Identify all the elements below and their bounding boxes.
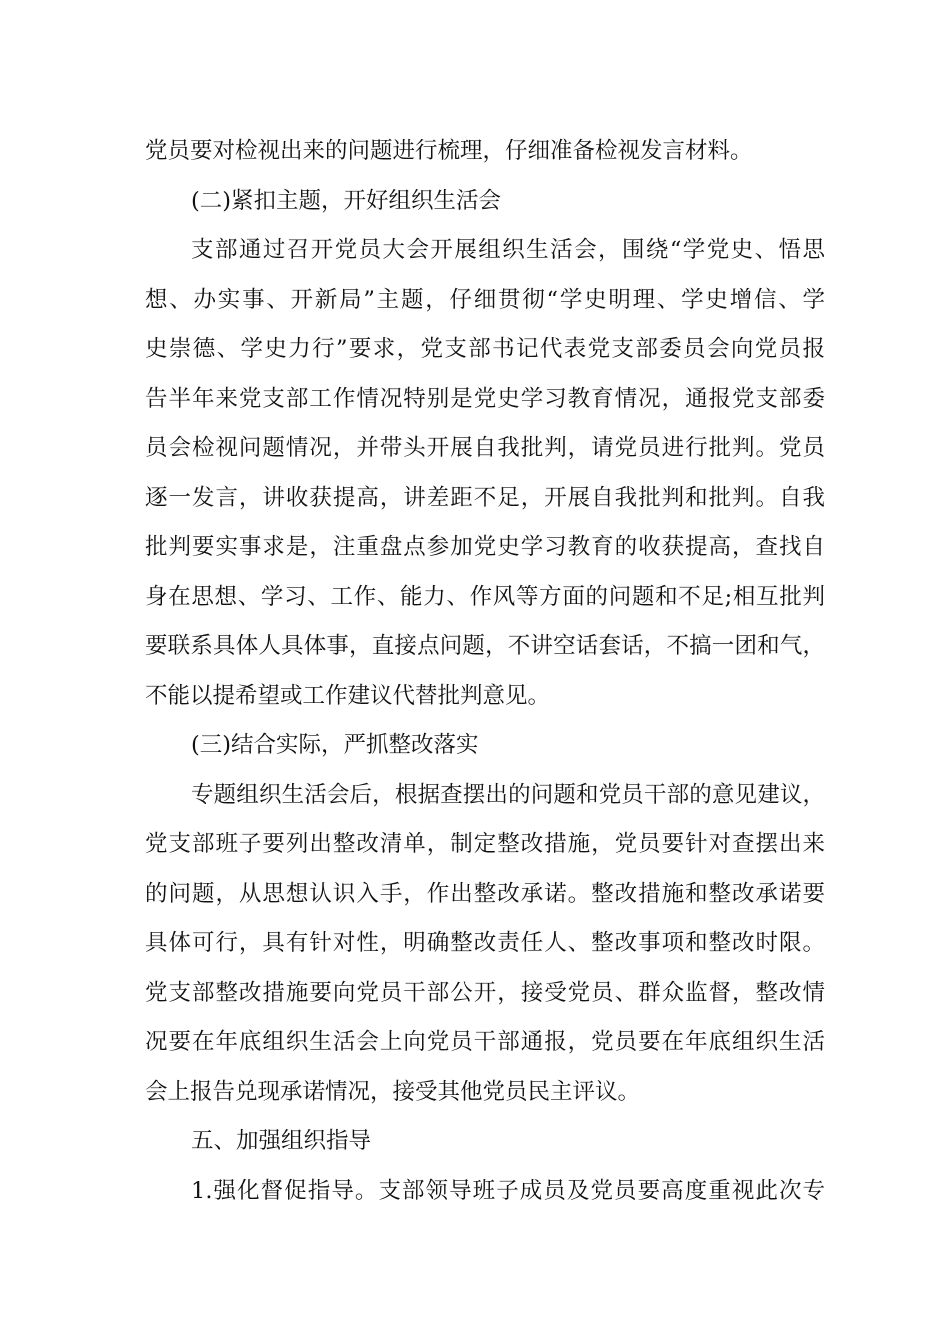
text-line: 批判要实事求是，注重盘点参加党史学习教育的收获提高，查找自 <box>145 534 825 560</box>
text-line: 逐一发言，讲收获提高，讲差距不足，开展自我批判和批判。自我 <box>145 484 825 511</box>
text-line: 想、办实事、开新局”主题，仔细贯彻“学史明理、学史增信、学 <box>145 286 825 313</box>
text-line: 1.强化督促指导。支部领导班子成员及党员要高度重视此次专 <box>191 1177 825 1204</box>
text-line: 要联系具体人具体事，直接点问题，不讲空话套话，不搞一团和气， <box>145 633 825 659</box>
text-line: 不能以提希望或工作建议代替批判意见。 <box>145 682 551 709</box>
text-line: 身在思想、学习、工作、能力、作风等方面的问题和不足;相互批判 <box>145 583 825 610</box>
text-line: 党支部整改措施要向党员干部公开，接受党员、群众监督，整改情 <box>145 979 825 1006</box>
text-line: 支部通过召开党员大会开展组织生活会，围绕“学党史、悟思 <box>191 237 825 263</box>
text-line: 史崇德、学史力行”要求，党支部书记代表党支部委员会向党员报 <box>145 336 825 362</box>
section-heading: (二)紧扣主题，开好组织生活会 <box>191 187 502 214</box>
text-line: 党员要对检视出来的问题进行梳理，仔细准备检视发言材料。 <box>145 138 753 164</box>
text-line: 党支部班子要列出整改清单，制定整改措施，党员要针对查摆出来 <box>145 831 825 857</box>
text-line: 具体可行，具有针对性，明确整改责任人、整改事项和整改时限。 <box>145 930 825 956</box>
text-line: 的问题，从思想认识入手，作出整改承诺。整改措施和整改承诺要 <box>145 880 825 907</box>
section-heading: (三)结合实际，严抓整改落实 <box>191 732 479 758</box>
text-line: 专题组织生活会后，根据查摆出的问题和党员干部的意见建议， <box>191 781 825 808</box>
document-body <box>145 127 825 1216</box>
text-line: 况要在年底组织生活会上向党员干部通报，党员要在年底组织生活 <box>145 1029 825 1055</box>
text-line: 员会检视问题情况，并带头开展自我批判，请党员进行批判。党员 <box>145 435 825 461</box>
section-heading: 五、加强组织指导 <box>191 1128 372 1154</box>
text-line: 会上报告兑现承诺情况，接受其他党员民主评议。 <box>145 1078 641 1105</box>
text-line: 告半年来党支部工作情况特别是党史学习教育情况，通报党支部委 <box>145 385 825 412</box>
